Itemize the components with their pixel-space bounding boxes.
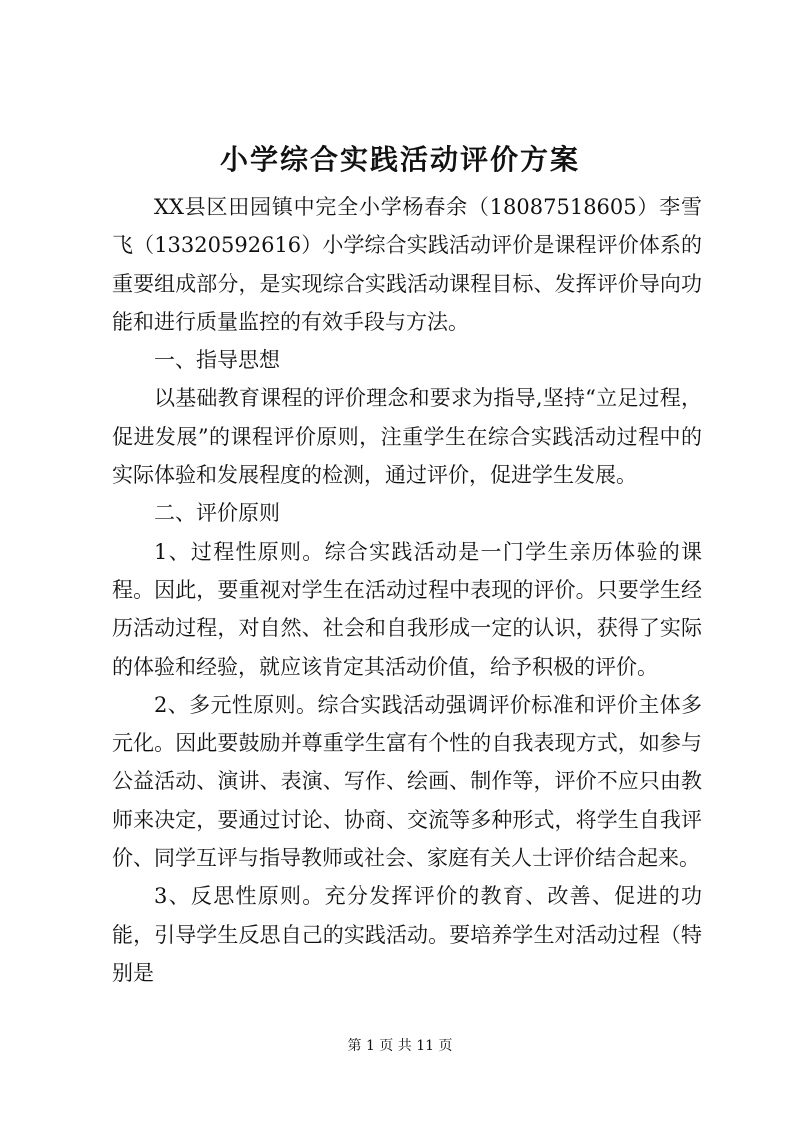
guiding-ideology-paragraph: 以基础教育课程的评价理念和要求为指导,坚持“立足过程，促进发展”的课程评价原则，注重学生在综合实践活动过程中的实际体验和发展程度的检测，通过评价，促进学生发展。: [112, 386, 702, 488]
page-number-label: 第 1 页 共 11 页: [347, 1038, 453, 1054]
section-heading-guiding-ideology: 一、指导思想: [154, 348, 280, 373]
document-body: [112, 188, 702, 992]
page-title: 小学综合实践活动评价方案: [219, 143, 580, 176]
page-footer: [0, 1036, 800, 1056]
principle-reflection-paragraph: 3、反思性原则。充分发挥评价的教育、改善、促进的功能，引导学生反思自己的实践活动。要培养学生对活动过程（特别是: [112, 884, 702, 985]
principle-process-paragraph: 1、过程性原则。综合实践活动是一门学生亲历体验的课程。因此，要重视对学生在活动过程中表现的评价。只要学生经历活动过程，对自然、社会和自我形成一定的认识，获得了实际的体验和经验，就应该肯定其活动价值，给予积极的评价。: [112, 539, 702, 679]
intro-paragraph: XX县区田园镇中完全小学杨春余（18087518605）李雪飞（13320592616）小学综合实践活动评价是课程评价体系的重要组成部分，是实现综合实践活动课程目标、发挥评价导向功能和进行质量监控的有效手段与方法。: [112, 195, 702, 334]
section-heading-evaluation-principles: 二、评价原则: [154, 501, 280, 526]
principle-diversity-paragraph: 2、多元性原则。综合实践活动强调评价标准和评价主体多元化。因此要鼓励并尊重学生富有个性的自我表现方式，如参与公益活动、演讲、表演、写作、绘画、制作等，评价不应只由教师来决定，要通过讨论、协商、交流等多种形式，将学生自我评价、同学互评与指导教师或社会、家庭有关人士评价结合起来。: [112, 692, 702, 871]
